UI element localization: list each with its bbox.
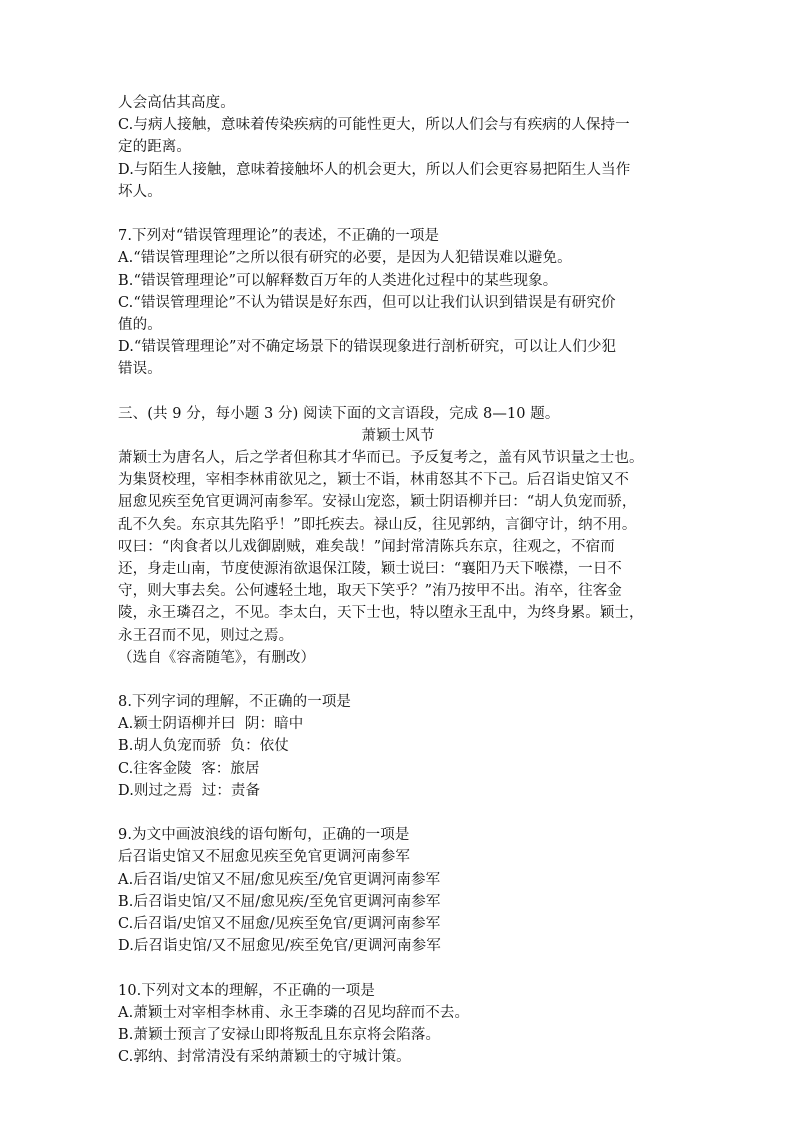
section-3-heading: 三、(共 9 分，每小题 3 分) 阅读下面的文言语段，完成 8—10 题。	[118, 405, 560, 422]
question-9-option-c: C.后召诣/史馆又不屈愈/见疾至免官/更调河南参军	[118, 915, 441, 932]
question-10-option-c: C.郭纳、封常清没有采纳萧颖士的守城计策。	[118, 1049, 411, 1066]
question-8-option-c: C.往客金陵 客：旅居	[118, 760, 260, 777]
passage-line: 为集贤校理，宰相李林甫欲见之，颖士不诣，林甫怒其不下己。后召诣史馆又不	[118, 472, 629, 489]
question-7-option-a: A.“错误管理理论”之所以很有研究的必要，是因为人犯错误难以避免。	[118, 250, 572, 267]
passage-line: 永王召而不见，则过之焉。	[118, 627, 294, 644]
passage-line: 陵，永王璘召之，不见。李太白，天下士也，特以堕永王乱中，为终身累。颖士，	[118, 605, 644, 622]
question-10-option-b: B.萧颖士预言了安禄山即将叛乱且东京将会陷落。	[118, 1026, 441, 1043]
question-9-option-a: A.后召诣/史馆又不屈/愈见疾至/免官更调河南参军	[118, 871, 441, 888]
blank-line	[118, 203, 678, 225]
passage-line: 叹曰：“肉食者以儿戏御剧贼，难矣哉！”闻封常清陈兵东京，往观之，不宿而	[118, 538, 615, 555]
question-9-sentence: 后召诣史馆又不屈愈见疾至免官更调河南参军	[118, 849, 410, 866]
question-8-option-b: B.胡人负宠而骄 负：依仗	[118, 738, 289, 755]
question-9-option-d: D.后召诣史馆/又不屈愈见/疾至免官/更调河南参军	[118, 938, 441, 955]
passage-line: 屈愈见疾至免官更调河南参军。安禄山宠恣，颖士阴语柳并曰：“胡人负宠而骄，	[118, 494, 637, 511]
question-9-option-b: B.后召诣史馆/又不屈/愈见疾/至免官更调河南参军	[118, 893, 441, 910]
text-line: 错误。	[118, 361, 162, 378]
passage-source: （选自《容斋随笔》，有删改）	[118, 649, 316, 666]
passage-line: 守，则大事去矣。公何遽轻土地，取天下笑乎？”洧乃按甲不出。洧卒，往客金	[118, 583, 622, 600]
blank-line	[118, 957, 678, 979]
text-line: 值的。	[118, 316, 162, 333]
question-7-option-c: C.“错误管理理论”不认为错误是好东西，但可以让我们认识到错误是有研究价	[118, 294, 616, 311]
passage-line: 萧颖士为唐名人，后之学者但称其才华而已。予反复考之，盖有风节识量之士也。	[118, 450, 644, 466]
passage-title: 萧颖士风节	[361, 427, 435, 444]
text-line: 坏人。	[118, 183, 162, 200]
question-9-stem: 9.为文中画波浪线的语句断句，正确的一项是	[118, 827, 410, 844]
question-10-stem: 10.下列对文本的理解，不正确的一项是	[118, 982, 375, 999]
option-d-text: D.与陌生人接触，意味着接触坏人的机会更大，所以人们会更容易把陌生人当作	[118, 161, 631, 178]
text-line: 人会高估其高度。	[118, 95, 235, 111]
text-line: 定的距离。	[118, 139, 191, 156]
blank-line	[118, 380, 678, 402]
question-8-option-a: A.颖士阴语柳并曰 阴：暗中	[118, 716, 304, 733]
question-10-option-a: A.萧颖士对宰相李林甫、永王李璘的召见均辞而不去。	[118, 1004, 470, 1021]
question-7-option-b: B.“错误管理理论”可以解释数百万年的人类进化过程中的某些现象。	[118, 272, 558, 289]
question-8-option-d: D.则过之焉 过：责备	[118, 782, 261, 799]
blank-line	[118, 669, 678, 691]
question-8-stem: 8.下列字词的理解，不正确的一项是	[118, 694, 352, 711]
option-c-text: C.与病人接触，意味着传染疾病的可能性更大，所以人们会与有疾病的人保持一	[118, 117, 630, 134]
passage-line: 还，身走山南，节度使源洧欲退保江陵，颖士说曰：“襄阳乃天下喉襟，一日不	[118, 560, 622, 577]
question-7-option-d: D.“错误管理理论”对不确定场景下的错误现象进行剖析研究，可以让人们少犯	[118, 339, 617, 356]
question-7-stem: 7.下列对“错误管理理论”的表述，不正确的一项是	[118, 228, 440, 245]
passage-line: 乱不久矣。东京其先陷乎！”即托疾去。禄山反，往见郭纳，言御守计，纳不用。	[118, 516, 637, 533]
blank-line	[118, 802, 678, 824]
document-body	[118, 92, 678, 1068]
